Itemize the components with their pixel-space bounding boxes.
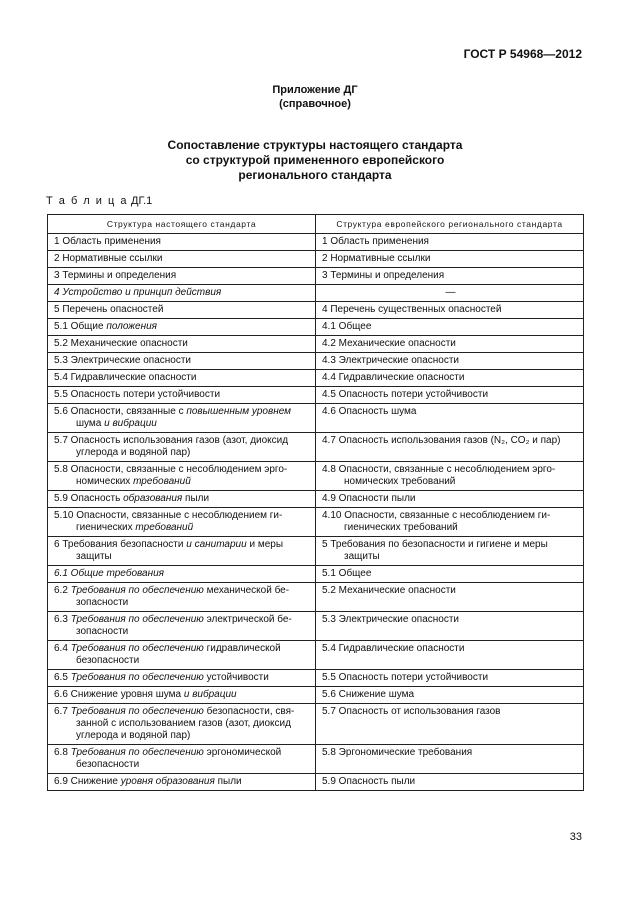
cell-current bbox=[48, 319, 316, 336]
cell-european: 5.2 Механические опасности bbox=[316, 583, 584, 612]
cell-european: 5.1 Общее bbox=[316, 566, 584, 583]
table-row bbox=[48, 462, 584, 491]
cell-current bbox=[48, 745, 316, 774]
cell-european: 5.9 Опасность пыли bbox=[316, 774, 584, 791]
column-header: Структура настоящего стандарта bbox=[48, 215, 316, 234]
cell-text: 5.7 Опасность использования газов (азот, диоксид bbox=[54, 435, 289, 446]
table-row bbox=[48, 491, 584, 508]
cell-european bbox=[316, 508, 584, 537]
table-row bbox=[48, 566, 584, 583]
cell-current bbox=[48, 687, 316, 704]
cell-current bbox=[48, 537, 316, 566]
annex-title: Приложение ДГ bbox=[272, 84, 358, 96]
cell-european: — bbox=[316, 285, 584, 302]
cell-european: 5.6 Снижение шума bbox=[316, 687, 584, 704]
title-line: Сопоставление структуры настоящего стандарта bbox=[167, 138, 463, 152]
cell-european: 4.3 Электрические опасности bbox=[316, 353, 584, 370]
cell-text: Требования по обеспечению bbox=[70, 706, 204, 717]
annex-subtitle: (справочное) bbox=[279, 98, 351, 110]
column-header: Структура европейского регионального стандарта bbox=[316, 215, 584, 234]
cell-text bbox=[54, 522, 311, 534]
cell-text: положения bbox=[106, 321, 158, 332]
table-row bbox=[48, 234, 584, 251]
table-header-row bbox=[48, 215, 584, 234]
table-row bbox=[48, 612, 584, 641]
cell-text: 6 Требования безопасности bbox=[54, 539, 187, 550]
cell-current: 1 Область применения bbox=[48, 234, 316, 251]
cell-text: эргономической bbox=[203, 747, 282, 758]
cell-text: защиты bbox=[76, 551, 112, 562]
page-title bbox=[0, 138, 630, 183]
cell-european: 4.1 Общее bbox=[316, 319, 584, 336]
cell-text: номических требований bbox=[344, 476, 456, 487]
cell-text: 5.6 Опасности, связанные с bbox=[54, 406, 187, 417]
cell-text: и вибрации bbox=[104, 418, 157, 429]
table-row bbox=[48, 353, 584, 370]
table-label bbox=[46, 195, 152, 207]
cell-current bbox=[48, 583, 316, 612]
cell-current bbox=[48, 566, 316, 583]
table-row bbox=[48, 404, 584, 433]
cell-text: 6.4 bbox=[54, 643, 71, 654]
cell-current bbox=[48, 433, 316, 462]
table-row bbox=[48, 641, 584, 670]
table-row bbox=[48, 537, 584, 566]
cell-text: безопасности bbox=[76, 759, 140, 770]
cell-text: 6.8 bbox=[54, 747, 71, 758]
cell-european: 4.6 Опасность шума bbox=[316, 404, 584, 433]
table-row bbox=[48, 370, 584, 387]
cell-text: 6.7 bbox=[54, 706, 71, 717]
cell-current: 5.2 Механические опасности bbox=[48, 336, 316, 353]
cell-current bbox=[48, 774, 316, 791]
table-row bbox=[48, 268, 584, 285]
cell-text: 4.10 Опасности, связанные с несоблюдением ги- bbox=[322, 510, 551, 521]
cell-text: гидравлической bbox=[203, 643, 281, 654]
table-row bbox=[48, 583, 584, 612]
cell-text: 6.9 Снижение bbox=[54, 776, 121, 787]
table-row bbox=[48, 433, 584, 462]
cell-current bbox=[48, 508, 316, 537]
cell-european: 4 Перечень существенных опасностей bbox=[316, 302, 584, 319]
cell-text: безопасности, свя- bbox=[203, 706, 295, 717]
cell-text: пыли bbox=[214, 776, 242, 787]
cell-european: 4.4 Гидравлические опасности bbox=[316, 370, 584, 387]
cell-text: Требования по обеспечению bbox=[70, 585, 204, 596]
table-row bbox=[48, 251, 584, 268]
cell-european: 4.9 Опасности пыли bbox=[316, 491, 584, 508]
cell-european: 5.7 Опасность от использования газов bbox=[316, 704, 584, 745]
cell-current: 5 Перечень опасностей bbox=[48, 302, 316, 319]
cell-text: 4.8 Опасности, связанные с несоблюдением эрго- bbox=[322, 464, 556, 475]
cell-text: 5.8 Опасности, связанные с несоблюдением эрго- bbox=[54, 464, 288, 475]
cell-european: 4.5 Опасность потери устойчивости bbox=[316, 387, 584, 404]
cell-european: 5.8 Эргономические требования bbox=[316, 745, 584, 774]
cell-text: пыли bbox=[182, 493, 210, 504]
cell-text: шума bbox=[76, 418, 105, 429]
cell-text: Требования по обеспечению bbox=[70, 672, 204, 683]
table-label-id: ДГ.1 bbox=[131, 195, 153, 207]
table-row bbox=[48, 285, 584, 302]
cell-text: 5.1 Общие bbox=[54, 321, 107, 332]
cell-text: образования bbox=[123, 493, 183, 504]
annex-heading bbox=[0, 83, 630, 111]
cell-text: повышенным уровнем bbox=[186, 406, 292, 417]
cell-text: защиты bbox=[344, 551, 380, 562]
cell-text: безопасности bbox=[76, 655, 140, 666]
cell-european: 5.5 Опасность потери устойчивости bbox=[316, 670, 584, 687]
table-row bbox=[48, 508, 584, 537]
cell-european: 5.4 Гидравлические опасности bbox=[316, 641, 584, 670]
cell-text: 6.3 bbox=[54, 614, 71, 625]
cell-text: зопасности bbox=[76, 597, 129, 608]
cell-current: 3 Термины и определения bbox=[48, 268, 316, 285]
cell-european: 5.3 Электрические опасности bbox=[316, 612, 584, 641]
cell-text: и вибрации bbox=[183, 689, 237, 700]
comparison-table bbox=[47, 214, 584, 791]
cell-text bbox=[54, 418, 311, 430]
cell-european: 3 Термины и определения bbox=[316, 268, 584, 285]
cell-current bbox=[48, 670, 316, 687]
title-line: регионального стандарта bbox=[238, 168, 392, 182]
cell-text: гиенических bbox=[76, 522, 136, 533]
cell-current bbox=[48, 612, 316, 641]
cell-text: 6.2 bbox=[54, 585, 71, 596]
table-row bbox=[48, 670, 584, 687]
cell-text: номических bbox=[76, 476, 134, 487]
cell-text: требований bbox=[133, 476, 191, 487]
cell-text: 6.5 bbox=[54, 672, 71, 683]
cell-current bbox=[48, 404, 316, 433]
cell-european: 2 Нормативные ссылки bbox=[316, 251, 584, 268]
table-row bbox=[48, 687, 584, 704]
cell-text: занной с использованием газов (азот, диоксид bbox=[76, 718, 291, 729]
title-line: со структурой примененного европейского bbox=[185, 153, 445, 167]
table-row bbox=[48, 319, 584, 336]
document-code: ГОСТ Р 54968—2012 bbox=[463, 47, 582, 61]
table-row bbox=[48, 336, 584, 353]
cell-european bbox=[316, 462, 584, 491]
cell-text: 5 Требования по безопасности и гигиене и меры bbox=[322, 539, 548, 550]
cell-text: 4 Устройство и принцип действия bbox=[54, 287, 222, 298]
cell-text: 6.6 Снижение уровня шума bbox=[54, 689, 184, 700]
cell-text: Требования по обеспечению bbox=[70, 643, 204, 654]
cell-text: электрической бе- bbox=[203, 614, 292, 625]
cell-current bbox=[48, 491, 316, 508]
cell-current: 5.5 Опасность потери устойчивости bbox=[48, 387, 316, 404]
table-row bbox=[48, 774, 584, 791]
table-row bbox=[48, 387, 584, 404]
cell-current bbox=[48, 462, 316, 491]
cell-text: устойчивости bbox=[203, 672, 269, 683]
cell-text: углерода и водяной пар) bbox=[76, 730, 191, 741]
table-row bbox=[48, 302, 584, 319]
cell-text: и меры bbox=[246, 539, 284, 550]
cell-current bbox=[48, 285, 316, 302]
cell-text: Требования по обеспечению bbox=[70, 747, 204, 758]
cell-current: 2 Нормативные ссылки bbox=[48, 251, 316, 268]
cell-european: 1 Область применения bbox=[316, 234, 584, 251]
cell-text: уровня образования bbox=[120, 776, 215, 787]
cell-current: 5.3 Электрические опасности bbox=[48, 353, 316, 370]
cell-current bbox=[48, 704, 316, 745]
cell-text: углерода и водяной пар) bbox=[76, 447, 191, 458]
table-row bbox=[48, 745, 584, 774]
cell-european: 4.2 Механические опасности bbox=[316, 336, 584, 353]
cell-text bbox=[54, 476, 311, 488]
cell-european bbox=[316, 537, 584, 566]
cell-european: 4.7 Опасность использования газов (N₂, CO₂ и пар) bbox=[316, 433, 584, 462]
cell-current: 5.4 Гидравлические опасности bbox=[48, 370, 316, 387]
table-row bbox=[48, 704, 584, 745]
cell-text: механической бе- bbox=[203, 585, 290, 596]
cell-current bbox=[48, 641, 316, 670]
cell-text: 5.9 Опасность bbox=[54, 493, 124, 504]
cell-text: и санитарии bbox=[186, 539, 247, 550]
cell-text: 5.10 Опасности, связанные с несоблюдением ги- bbox=[54, 510, 283, 521]
cell-text: требований bbox=[135, 522, 194, 533]
cell-text: Требования по обеспечению bbox=[70, 614, 204, 625]
table-label-prefix: Т а б л и ц а bbox=[46, 195, 128, 207]
cell-text: 6.1 Общие требования bbox=[54, 568, 164, 579]
cell-text: зопасности bbox=[76, 626, 129, 637]
cell-text: гиенических требований bbox=[344, 522, 458, 533]
page-number: 33 bbox=[569, 831, 582, 843]
